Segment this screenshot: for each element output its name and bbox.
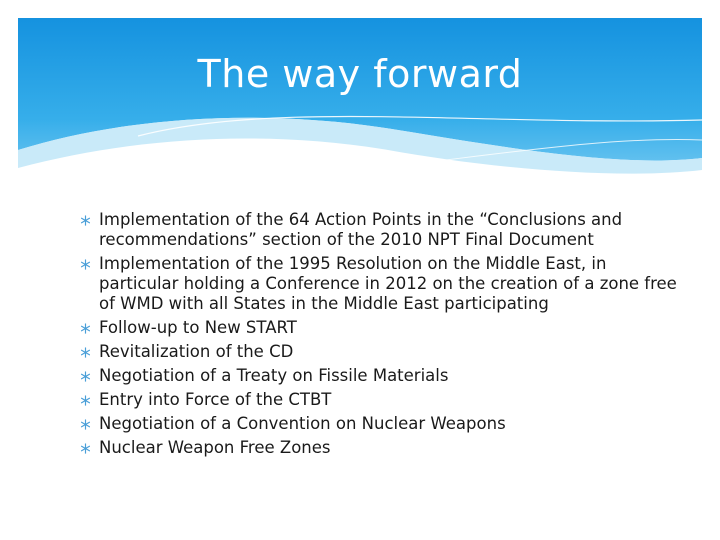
bullet-list <box>80 210 680 458</box>
bullet-text: Entry into Force of the CTBT <box>99 390 332 409</box>
asterisk-icon <box>80 419 91 430</box>
list-item <box>80 390 680 410</box>
asterisk-icon <box>80 215 91 226</box>
asterisk-icon <box>80 259 91 270</box>
bullet-text: Revitalization of the CD <box>99 342 294 361</box>
list-item <box>80 210 680 250</box>
list-item <box>80 414 680 434</box>
asterisk-icon <box>80 347 91 358</box>
list-item <box>80 318 680 338</box>
asterisk-icon <box>80 395 91 406</box>
bullet-list-container <box>80 210 680 462</box>
asterisk-icon <box>80 371 91 382</box>
asterisk-icon <box>80 323 91 334</box>
list-item <box>80 342 680 362</box>
bullet-text: Negotiation of a Treaty on Fissile Materials <box>99 366 449 385</box>
bullet-text: Implementation of the 64 Action Points in the “Conclusions and recommendations” section of the 2010 NPT Final Document <box>99 210 623 249</box>
list-item <box>80 366 680 386</box>
list-item <box>80 438 680 458</box>
bullet-text: Follow-up to New START <box>99 318 297 337</box>
bullet-text: Nuclear Weapon Free Zones <box>99 438 331 457</box>
title-banner <box>18 18 702 202</box>
bullet-text: Negotiation of a Convention on Nuclear Weapons <box>99 414 506 433</box>
slide-title: The way forward <box>197 52 523 96</box>
asterisk-icon <box>80 443 91 454</box>
bullet-text: Implementation of the 1995 Resolution on the Middle East, in particular holding a Conference in 2012 on the creation of a zone free of WMD with all States in the Middle East participating <box>99 254 677 313</box>
list-item <box>80 254 680 314</box>
